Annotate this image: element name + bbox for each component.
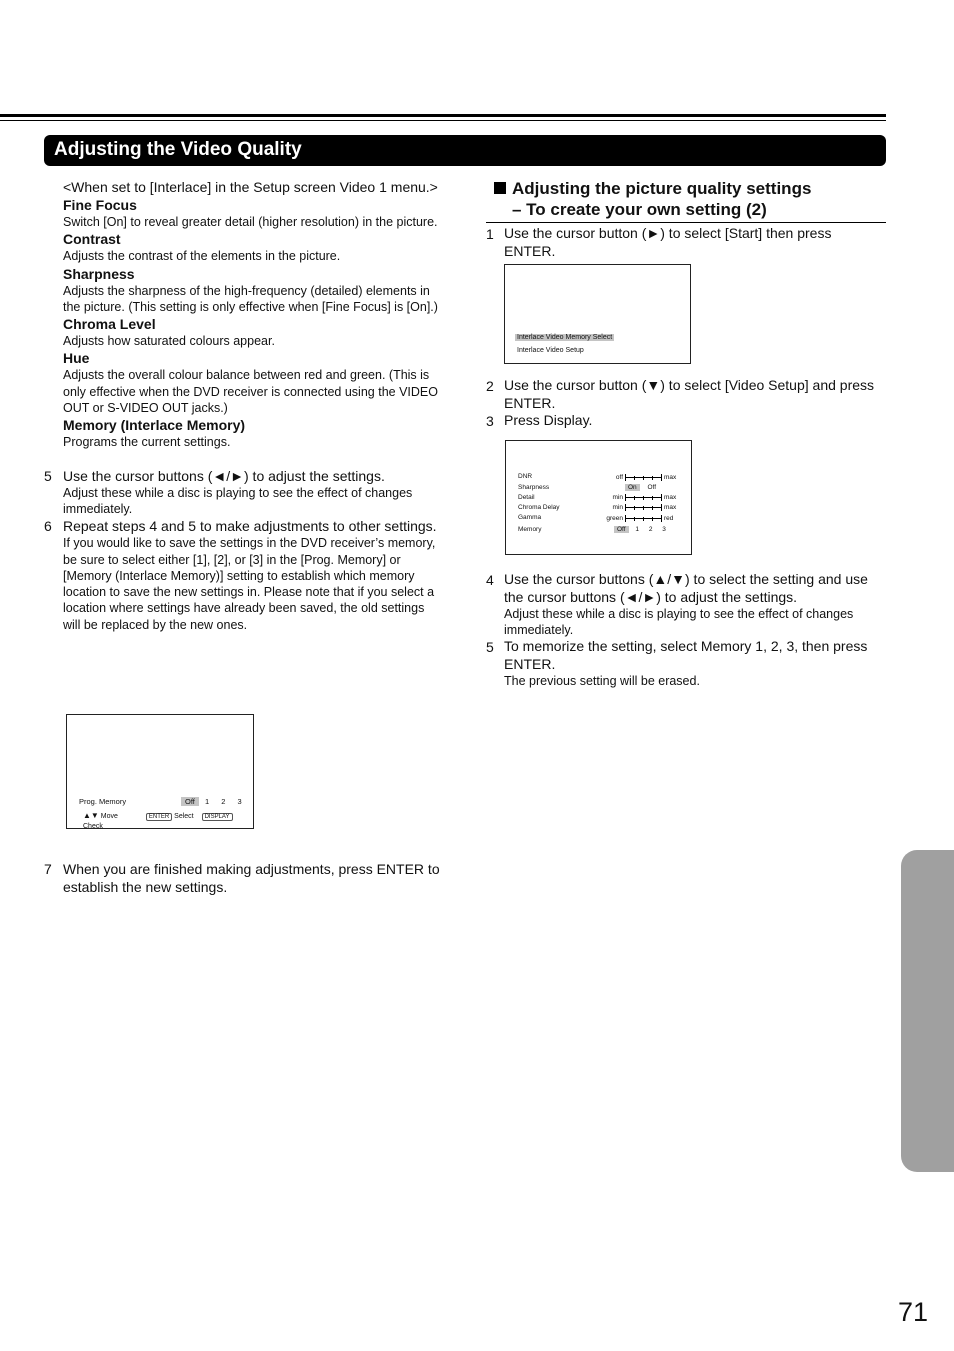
item-title-hue: Hue: [63, 350, 90, 367]
row-label-chroma-delay: Chroma Delay: [518, 504, 560, 511]
step-main: Use the cursor buttons (▲/▼) to select the setting and use the cursor buttons (◄/►) to adjust the settings.: [504, 571, 868, 605]
step-6: [44, 517, 438, 633]
step-main: Press Display.: [504, 412, 593, 428]
left-column: [44, 178, 438, 633]
step-main: To memorize the setting, select Memory 1, 2, 3, then press ENTER.: [504, 638, 868, 672]
detail-slider: [625, 494, 663, 502]
item-title-chroma-level: Chroma Level: [63, 316, 156, 333]
sharpness-on: On: [625, 484, 640, 491]
chroma-delay-slider: [625, 504, 663, 512]
step-number: 2: [486, 378, 494, 394]
step-sub: Adjust these while a disc is playing to see the effect of changes immediately.: [504, 607, 854, 638]
prog-memory-label: Prog. Memory: [79, 797, 127, 806]
video-setup-screen: [505, 440, 692, 555]
interlace-menu-screen: [504, 264, 691, 364]
step-sub: Adjust these while a disc is playing to see the effect of changes immediately.: [63, 485, 413, 516]
right-step-3: [486, 412, 886, 430]
option-1: 1: [204, 797, 210, 806]
step-number: 6: [44, 518, 52, 535]
step-number: 5: [486, 639, 494, 655]
top-rule-thick: [0, 114, 886, 117]
select-label: Select: [174, 813, 194, 820]
screen-footer: [83, 811, 251, 832]
heading-line-2: – To create your own setting (2): [512, 200, 767, 219]
option-3: 3: [237, 797, 242, 806]
item-title-fine-focus: Fine Focus: [63, 197, 137, 213]
option-off: Off: [181, 797, 199, 806]
square-bullet-icon: [494, 182, 506, 194]
prog-memory-screen: [66, 714, 254, 829]
memory-options: [614, 525, 666, 535]
page-number: 71: [898, 1297, 929, 1327]
step-7: [44, 860, 457, 896]
section-title-bar: [44, 135, 886, 166]
top-rule-thin: [0, 120, 886, 121]
move-label: Move: [100, 813, 118, 820]
step-number: 1: [486, 226, 494, 242]
gamma-max-label: red: [664, 515, 674, 522]
step-number: 5: [44, 467, 52, 484]
item-desc-fine-focus: Switch [On] to reveal greater detail (higher resolution) in the picture.: [63, 215, 438, 229]
row-label-dnr: DNR: [518, 473, 533, 480]
memory-3: 3: [662, 526, 666, 533]
step-main: Use the cursor button (▼) to select [Video Setup] and press ENTER.: [504, 377, 875, 411]
step-sub: The previous setting will be erased.: [504, 674, 700, 688]
right-step-2: [486, 377, 886, 412]
dnr-slider: [625, 474, 663, 482]
prog-memory-options: [181, 797, 242, 807]
enter-key-icon: ENTER: [146, 813, 172, 821]
detail-max-label: max: [664, 494, 677, 501]
side-tab: [901, 850, 954, 1172]
step-sub: If you would like to save the settings in the DVD receiver’s memory, be sure to select either [1], [2], or [3] in the [Prog. Memory] or [Memory (Interlace Memory)] setting to establish which memory location to save the new settings in. Please note that if you select a location where settings have already been saved, the old settings will be replaced by the new ones.: [63, 536, 436, 632]
memory-2: 2: [648, 526, 653, 533]
right-heading: [494, 178, 886, 220]
right-step-4: [486, 571, 886, 639]
item-title-sharpness: Sharpness: [63, 265, 135, 282]
memory-off: Off: [614, 526, 629, 533]
item-title-contrast: Contrast: [63, 231, 121, 248]
dnr-min-label: off: [615, 474, 623, 481]
right-step-1: [486, 225, 886, 260]
item-desc-contrast: Adjusts the contrast of the elements in the picture.: [63, 249, 341, 264]
dnr-max-label: max: [664, 474, 677, 481]
step-main: Use the cursor buttons (◄/►) to adjust the settings.: [63, 467, 385, 484]
memory-1: 1: [635, 526, 639, 533]
intro-text: <When set to [Interlace] in the Setup screen Video 1 menu.>: [63, 179, 438, 195]
step-number: 4: [486, 572, 494, 588]
item-desc-memory: Programs the current settings.: [63, 435, 231, 450]
row-label-sharpness: Sharpness: [518, 484, 550, 491]
row-label-memory: Memory: [518, 526, 542, 533]
row-label-detail: Detail: [518, 494, 535, 501]
detail-min-label: min: [612, 494, 623, 501]
step-number: 3: [486, 413, 494, 429]
gamma-min-label: green: [606, 515, 623, 522]
menu-item-video-setup: Interlace Video Setup: [517, 347, 584, 354]
check-label: Check: [83, 823, 103, 830]
step-main: Repeat steps 4 and 5 to make adjustments to other settings.: [63, 518, 437, 535]
chroma-max-label: max: [664, 504, 677, 511]
chroma-min-label: min: [612, 504, 623, 511]
option-2: 2: [221, 797, 226, 806]
heading-rule: [486, 222, 886, 223]
gamma-slider: [625, 515, 663, 523]
menu-item-memory-select: [515, 333, 614, 343]
step-main: Use the cursor button (►) to select [Start] then press ENTER.: [504, 225, 832, 259]
sharpness-options: [625, 483, 656, 493]
step-number: 7: [44, 861, 52, 877]
row-label-gamma: Gamma: [518, 514, 542, 521]
up-down-arrows-icon: ▲▼: [83, 811, 99, 820]
step-5: [44, 467, 438, 518]
menu-item-memory-select-label: Interlace Video Memory Select: [517, 334, 613, 341]
heading-line-1: Adjusting the picture quality settings: [512, 179, 812, 198]
item-title-memory: Memory (Interlace Memory): [63, 417, 246, 434]
item-desc-sharpness: Adjusts the sharpness of the high-frequency (detailed) elements in the picture. (This setting is only effective when [Fine Focus] is [On].): [63, 283, 438, 314]
sharpness-off: Off: [647, 484, 657, 491]
display-key-icon: DISPLAY: [202, 813, 233, 821]
section-title: Adjusting the Video Quality: [54, 139, 302, 160]
item-desc-hue: Adjusts the overall colour balance between red and green. (This is only effective when the DVD receiver is connected using the VIDEO OUT or S-VIDEO OUT jacks.): [63, 368, 438, 416]
item-desc-chroma-level: Adjusts how saturated colours appear.: [63, 334, 275, 349]
step-main: When you are finished making adjustments, press ENTER to establish the new settings.: [63, 861, 440, 895]
right-step-5: [486, 638, 886, 689]
